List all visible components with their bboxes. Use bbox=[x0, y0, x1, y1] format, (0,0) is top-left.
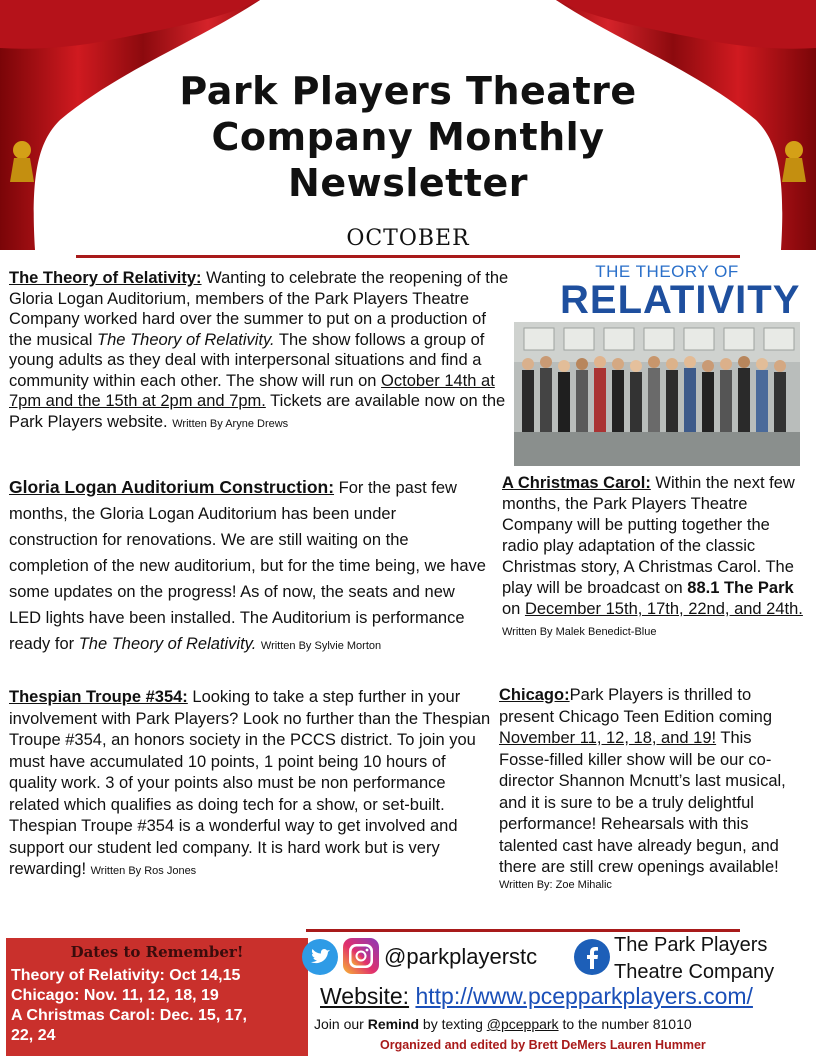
remind-line: Join our Remind by texting @pceppark to the number 81010 bbox=[314, 1016, 692, 1032]
article-heading: Thespian Troupe #354: bbox=[9, 688, 188, 706]
cast-photo bbox=[514, 322, 800, 466]
show-title: The Theory of Relativity. bbox=[78, 635, 257, 653]
facebook-icon[interactable] bbox=[573, 938, 611, 976]
title-line-2: Company Monthly bbox=[211, 115, 605, 159]
social-handle[interactable]: @parkplayerstc bbox=[384, 944, 538, 969]
website-label: Website: bbox=[320, 983, 410, 1009]
month-label: OCTOBER bbox=[346, 226, 470, 251]
byline: Written By Malek Benedict-Blue bbox=[502, 626, 657, 638]
article-thespian-troupe: Thespian Troupe #354: Looking to take a step further in your involvement with Park Players? Look no further than the Thespian Troupe #354, an honors society in the PCCS district. To join you must have accumulated 10 points, 1 point being 10 hours of quality work. 3 of your points also must be non performance related which qualifies as doing tech for a show, or set-built. Thespian Troupe #354 is a wonderful way to get involved and support our student led company. It is hard work but is very rewarding! Written By Ros Jones bbox=[9, 688, 491, 878]
dates-title: Dates to Remember! bbox=[70, 943, 244, 961]
article-heading: A Christmas Carol: bbox=[502, 474, 651, 492]
show-title: The Theory of Relativity. bbox=[97, 330, 275, 349]
radio-station: 88.1 The Park bbox=[687, 579, 794, 597]
date-item: 22, 24 bbox=[11, 1027, 56, 1044]
byline: Written By Aryne Drews bbox=[172, 417, 289, 430]
website-line bbox=[320, 983, 753, 1010]
newsletter-title bbox=[150, 68, 666, 206]
logo-big-text: RELATIVITY bbox=[560, 278, 801, 322]
title-line-3: Newsletter bbox=[288, 161, 528, 205]
header-divider bbox=[76, 255, 740, 258]
article-heading: Chicago: bbox=[499, 686, 570, 704]
show-dates: October 14th at 7pm and the 15th at 2pm and 7pm. bbox=[9, 371, 495, 410]
date-item: A Christmas Carol: Dec. 15, 17, bbox=[11, 1007, 247, 1024]
instagram-icon[interactable] bbox=[341, 936, 381, 976]
byline: Written By Sylvie Morton bbox=[260, 640, 382, 652]
article-chicago: Chicago:Park Players is thrilled to present Chicago Teen Edition coming November 11, 12, 18, and 19! This Fosse-filled killer show will be our co-director Shannon Mcnutt’s last musical, and it is sure to be a truly delightful performance! Rehearsals with this talented cast have already begun, and there are still crew openings available! Written By: Zoe Mihalic bbox=[499, 685, 805, 892]
remind-app-name: Remind bbox=[367, 1016, 420, 1032]
editor-credit: Organized and edited by Brett DeMers Lauren Hummer bbox=[380, 1038, 706, 1052]
date-item: Chicago: Nov. 11, 12, 18, 19 bbox=[11, 987, 219, 1004]
facebook-page-name[interactable]: The Park Players Theatre Company bbox=[614, 934, 775, 983]
dates-to-remember-box bbox=[6, 938, 308, 1056]
dates-list bbox=[11, 966, 247, 1046]
byline: Written By: Zoe Mihalic bbox=[499, 878, 612, 891]
broadcast-dates: December 15th, 17th, 22nd, and 24th. bbox=[524, 600, 803, 618]
article-relativity: The Theory of Relativity: Wanting to celebrate the reopening of the Gloria Logan Auditorium, members of the Park Players Theatre Company worked hard over the summer to put on a production of the musical The Theory of Relativity. The show follows a group of young adults as they deal with interpersonal situations and find a community within each other. The show will run on October 14th at 7pm and the 15th at 2pm and 7pm. Tickets are available now on the Park Players website. Written By Aryne Drews bbox=[9, 269, 509, 431]
twitter-icon[interactable] bbox=[301, 938, 339, 976]
website-link[interactable]: http://www.pcepparkplayers.com/ bbox=[415, 983, 753, 1009]
byline: Written By Ros Jones bbox=[90, 865, 197, 877]
remind-code: @pceppark bbox=[486, 1016, 559, 1032]
relativity-logo bbox=[560, 262, 801, 322]
article-heading: The Theory of Relativity: bbox=[9, 269, 202, 287]
article-christmas-carol: A Christmas Carol: Within the next few months, the Park Players Theatre Company will be putting together the radio play adaptation of the classic Christmas story, A Christmas Carol. The play will be broadcast on 88.1 The Park on December 15th, 17th, 22nd, and 24th. Written By Malek Benedict-Blue bbox=[502, 474, 803, 638]
show-dates: November 11, 12, 18, and 19! bbox=[499, 729, 717, 747]
logo-small-text: THE THEORY OF bbox=[595, 262, 739, 281]
date-item: Theory of Relativity: Oct 14,15 bbox=[11, 967, 241, 984]
article-construction: Gloria Logan Auditorium Construction: For the past few months, the Gloria Logan Auditorium has been under construction for renovations. We are still waiting on the completion of the new auditorium, but for the time being, we have some updates on the progress! As of now, the seats and new LED lights have been installed. The Auditorium is performance ready for The Theory of Relativity. Written By Sylvie Morton bbox=[9, 477, 486, 653]
title-line-1: Park Players Theatre bbox=[179, 69, 637, 113]
article-heading: Gloria Logan Auditorium Construction: bbox=[9, 477, 335, 497]
